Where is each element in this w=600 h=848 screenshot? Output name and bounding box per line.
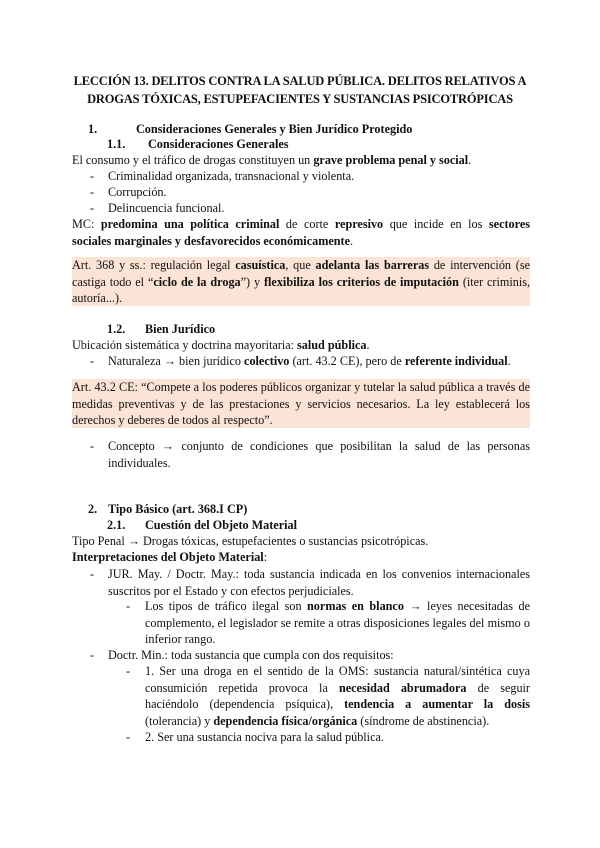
intro-paragraph: El consumo y el tráfico de drogas constituyen un grave problema penal y social. (72, 153, 472, 167)
section-2-number: 2. (88, 502, 98, 516)
subsection-1-1-title: Consideraciones Generales (148, 137, 289, 151)
section-1-number: 1. (88, 122, 98, 136)
list-dash: - (126, 664, 131, 678)
list-dash: - (126, 599, 131, 613)
normas-en-blanco-item: Los tipos de tráfico ilegal son normas en blanco → leyes necesitadas de complemento, el legislador se remite a otras disposiciones legales del mismo o inferior rango. (145, 599, 531, 646)
subsection-2-1-number: 2.1. (107, 518, 126, 532)
doctr-min-item: Doctr. Min.: toda sustancia que cumpla con dos requisitos: (108, 648, 394, 662)
list-dash: - (90, 169, 95, 183)
subsection-1-2-title: Bien Jurídico (145, 322, 216, 336)
requisito-2-item: 2. Ser una sustancia nociva para la salud pública. (145, 730, 384, 744)
list-dash: - (90, 201, 95, 215)
list-dash: - (90, 185, 95, 199)
list-dash: - (90, 648, 95, 662)
requisito-1-item: 1. Ser una droga en el sentido de la OMS: sustancia natural/sintética cuya consumición repetida provoca la necesidad abrumadora de seguir haciéndolo (dependencia psíquica), tendencia a aumentar la dosis (tolerancia) y dependencia física/orgánica (síndrome de abstinencia). (145, 664, 530, 728)
interpretaciones-heading: Interpretaciones del Objeto Material: (72, 550, 268, 564)
naturaleza-item: Naturaleza → bien jurídico colectivo (art. 43.2 CE), pero de referente individual. (108, 354, 511, 368)
subsection-1-1-number: 1.1. (107, 137, 126, 151)
art-368-paragraph: Art. 368 y ss.: regulación legal casuística, que adelanta las barreras de intervención (se castiga todo el “ciclo de la droga”) y flexibiliza los criterios de imputación (iter criminis, autoría...). (72, 258, 530, 305)
subsection-2-1-title: Cuestión del Objeto Material (145, 518, 297, 532)
section-1-title: Consideraciones Generales y Bien Jurídico Protegido (136, 122, 413, 136)
list-dash: - (90, 439, 95, 453)
ubicacion-paragraph: Ubicación sistemática y doctrina mayoritaria: salud pública. (72, 338, 370, 352)
tipo-penal-line: Tipo Penal → Drogas tóxicas, estupefacientes o sustancias psicotrópicas. (72, 534, 429, 548)
lesson-title: LECCIÓN 13. DELITOS CONTRA LA SALUD PÚBLICA. DELITOS RELATIVOS A DROGAS TÓXICAS, ESTUPEFACIENTES Y SUSTANCIAS PSICOTRÓPICAS (73, 74, 527, 106)
list-dash: - (90, 354, 95, 368)
concepto-item: Concepto → conjunto de condiciones que posibilitan la salud de las personas individuales. (108, 439, 530, 470)
ce-quote-paragraph: Art. 43.2 CE: “Compete a los poderes públicos organizar y tutelar la salud pública a través de medidas preventivas y de las prestaciones y servicios necesarios. La ley establecerá los derechos y deberes de todos al respecto”. (72, 380, 530, 427)
list-item: Corrupción. (108, 185, 167, 199)
list-item: Delincuencia funcional. (108, 201, 225, 215)
subsection-1-2-number: 1.2. (107, 322, 126, 336)
mc-paragraph: MC: predomina una política criminal de corte represivo que incide en los sectores sociales marginales y desfavorecidos económicamente. (72, 217, 530, 248)
jur-item: JUR. May. / Doctr. May.: toda sustancia indicada en los convenios internacionales suscritos por el Estado y con efectos perjudiciales. (108, 567, 530, 598)
list-dash: - (126, 730, 131, 744)
section-2-title: Tipo Básico (art. 368.I CP) (108, 502, 248, 516)
list-item: Criminalidad organizada, transnacional y violenta. (108, 169, 355, 183)
list-dash: - (90, 567, 95, 581)
